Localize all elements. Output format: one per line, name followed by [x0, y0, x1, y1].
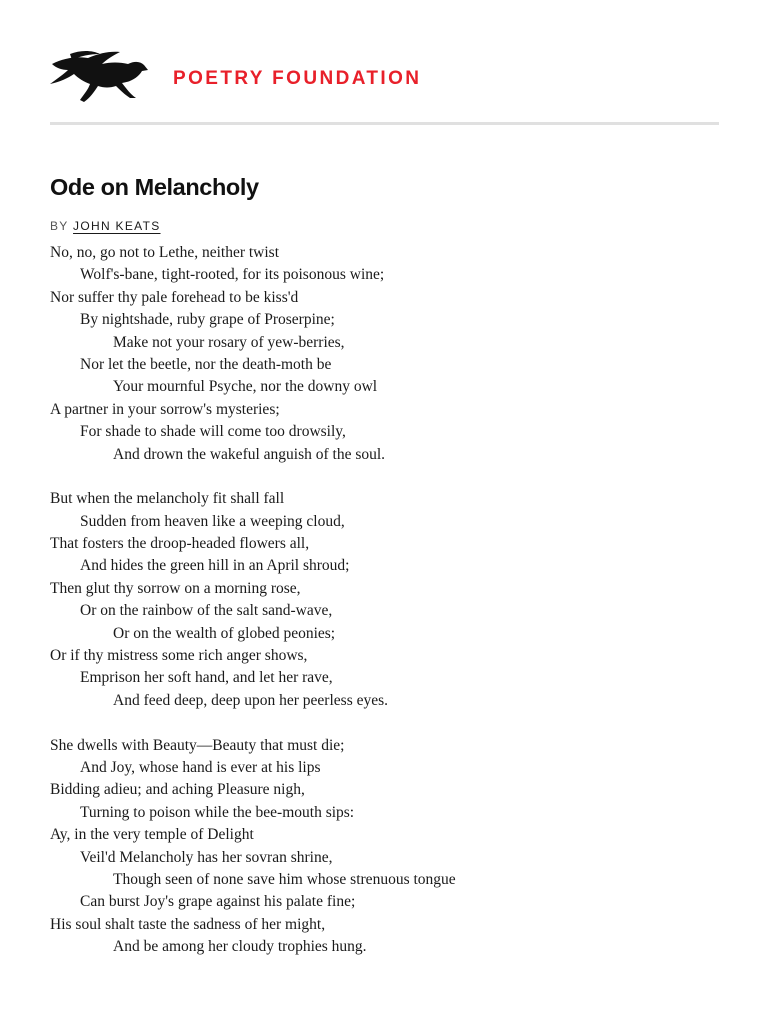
poem-line: And drown the wakeful anguish of the soul. [113, 445, 386, 463]
poem-line: Though seen of none save him whose strenuous tongue [113, 870, 456, 888]
poem-line: She dwells with Beauty—Beauty that must die; [50, 736, 345, 754]
byline [50, 219, 161, 233]
author-link[interactable]: JOHN KEATS [73, 219, 161, 233]
poem-line: Can burst Joy's grape against his palate fine; [80, 893, 356, 911]
poem-line: But when the melancholy fit shall fall [50, 490, 285, 508]
poem-line: Turning to poison while the bee-mouth sips: [80, 803, 355, 821]
poem-line: Emprison her soft hand, and let her rave, [80, 669, 333, 687]
by-label: BY [50, 219, 69, 233]
poem-line: A partner in your sorrow's mysteries; [50, 400, 280, 418]
site-header [50, 48, 720, 112]
poem-line: Or on the rainbow of the salt sand-wave, [80, 602, 333, 620]
poem-line: Or if thy mistress some rich anger shows, [50, 647, 308, 665]
poem-line: For shade to shade will come too drowsily, [80, 423, 346, 441]
poem-line: No, no, go not to Lethe, neither twist [50, 244, 280, 261]
stanza [50, 242, 730, 466]
poem-line: Veil'd Melancholy has her sovran shrine, [80, 848, 333, 866]
poem-line: Make not your rosary of yew-berries, [113, 333, 345, 351]
poem-line: Or on the wealth of globed peonies; [113, 624, 336, 642]
header-divider [50, 122, 719, 125]
stanza [50, 735, 730, 959]
stanza [50, 488, 730, 712]
pegasus-bird-icon[interactable] [50, 48, 148, 106]
poem-line: Nor suffer thy pale forehead to be kiss'd [50, 288, 299, 306]
poem-title: Ode on Melancholy [50, 174, 259, 200]
poem-line: And be among her cloudy trophies hung. [113, 938, 367, 956]
poem-line: Then glut thy sorrow on a morning rose, [50, 579, 301, 597]
poem-line: Wolf's-bane, tight-rooted, for its poisonous wine; [80, 266, 385, 284]
poem-line: Bidding adieu; and aching Pleasure nigh, [50, 781, 305, 799]
brand-name[interactable]: POETRY FOUNDATION [173, 68, 422, 89]
poem-line: Ay, in the very temple of Delight [50, 826, 254, 844]
poem-line: And feed deep, deep upon her peerless eyes. [113, 691, 389, 709]
poem-line: Nor let the beetle, nor the death-moth be [80, 355, 332, 373]
poem-line: And hides the green hill in an April shroud; [80, 557, 350, 575]
poem-line: His soul shalt taste the sadness of her might, [50, 915, 326, 933]
poem-line: By nightshade, ruby grape of Proserpine; [80, 311, 335, 329]
poem-line: Your mournful Psyche, nor the downy owl [113, 378, 378, 396]
poem-line: That fosters the droop-headed flowers all, [50, 535, 310, 553]
poem-body [50, 242, 730, 981]
poem-line: Sudden from heaven like a weeping cloud, [80, 512, 345, 530]
poem-line: And Joy, whose hand is ever at his lips [80, 758, 321, 776]
